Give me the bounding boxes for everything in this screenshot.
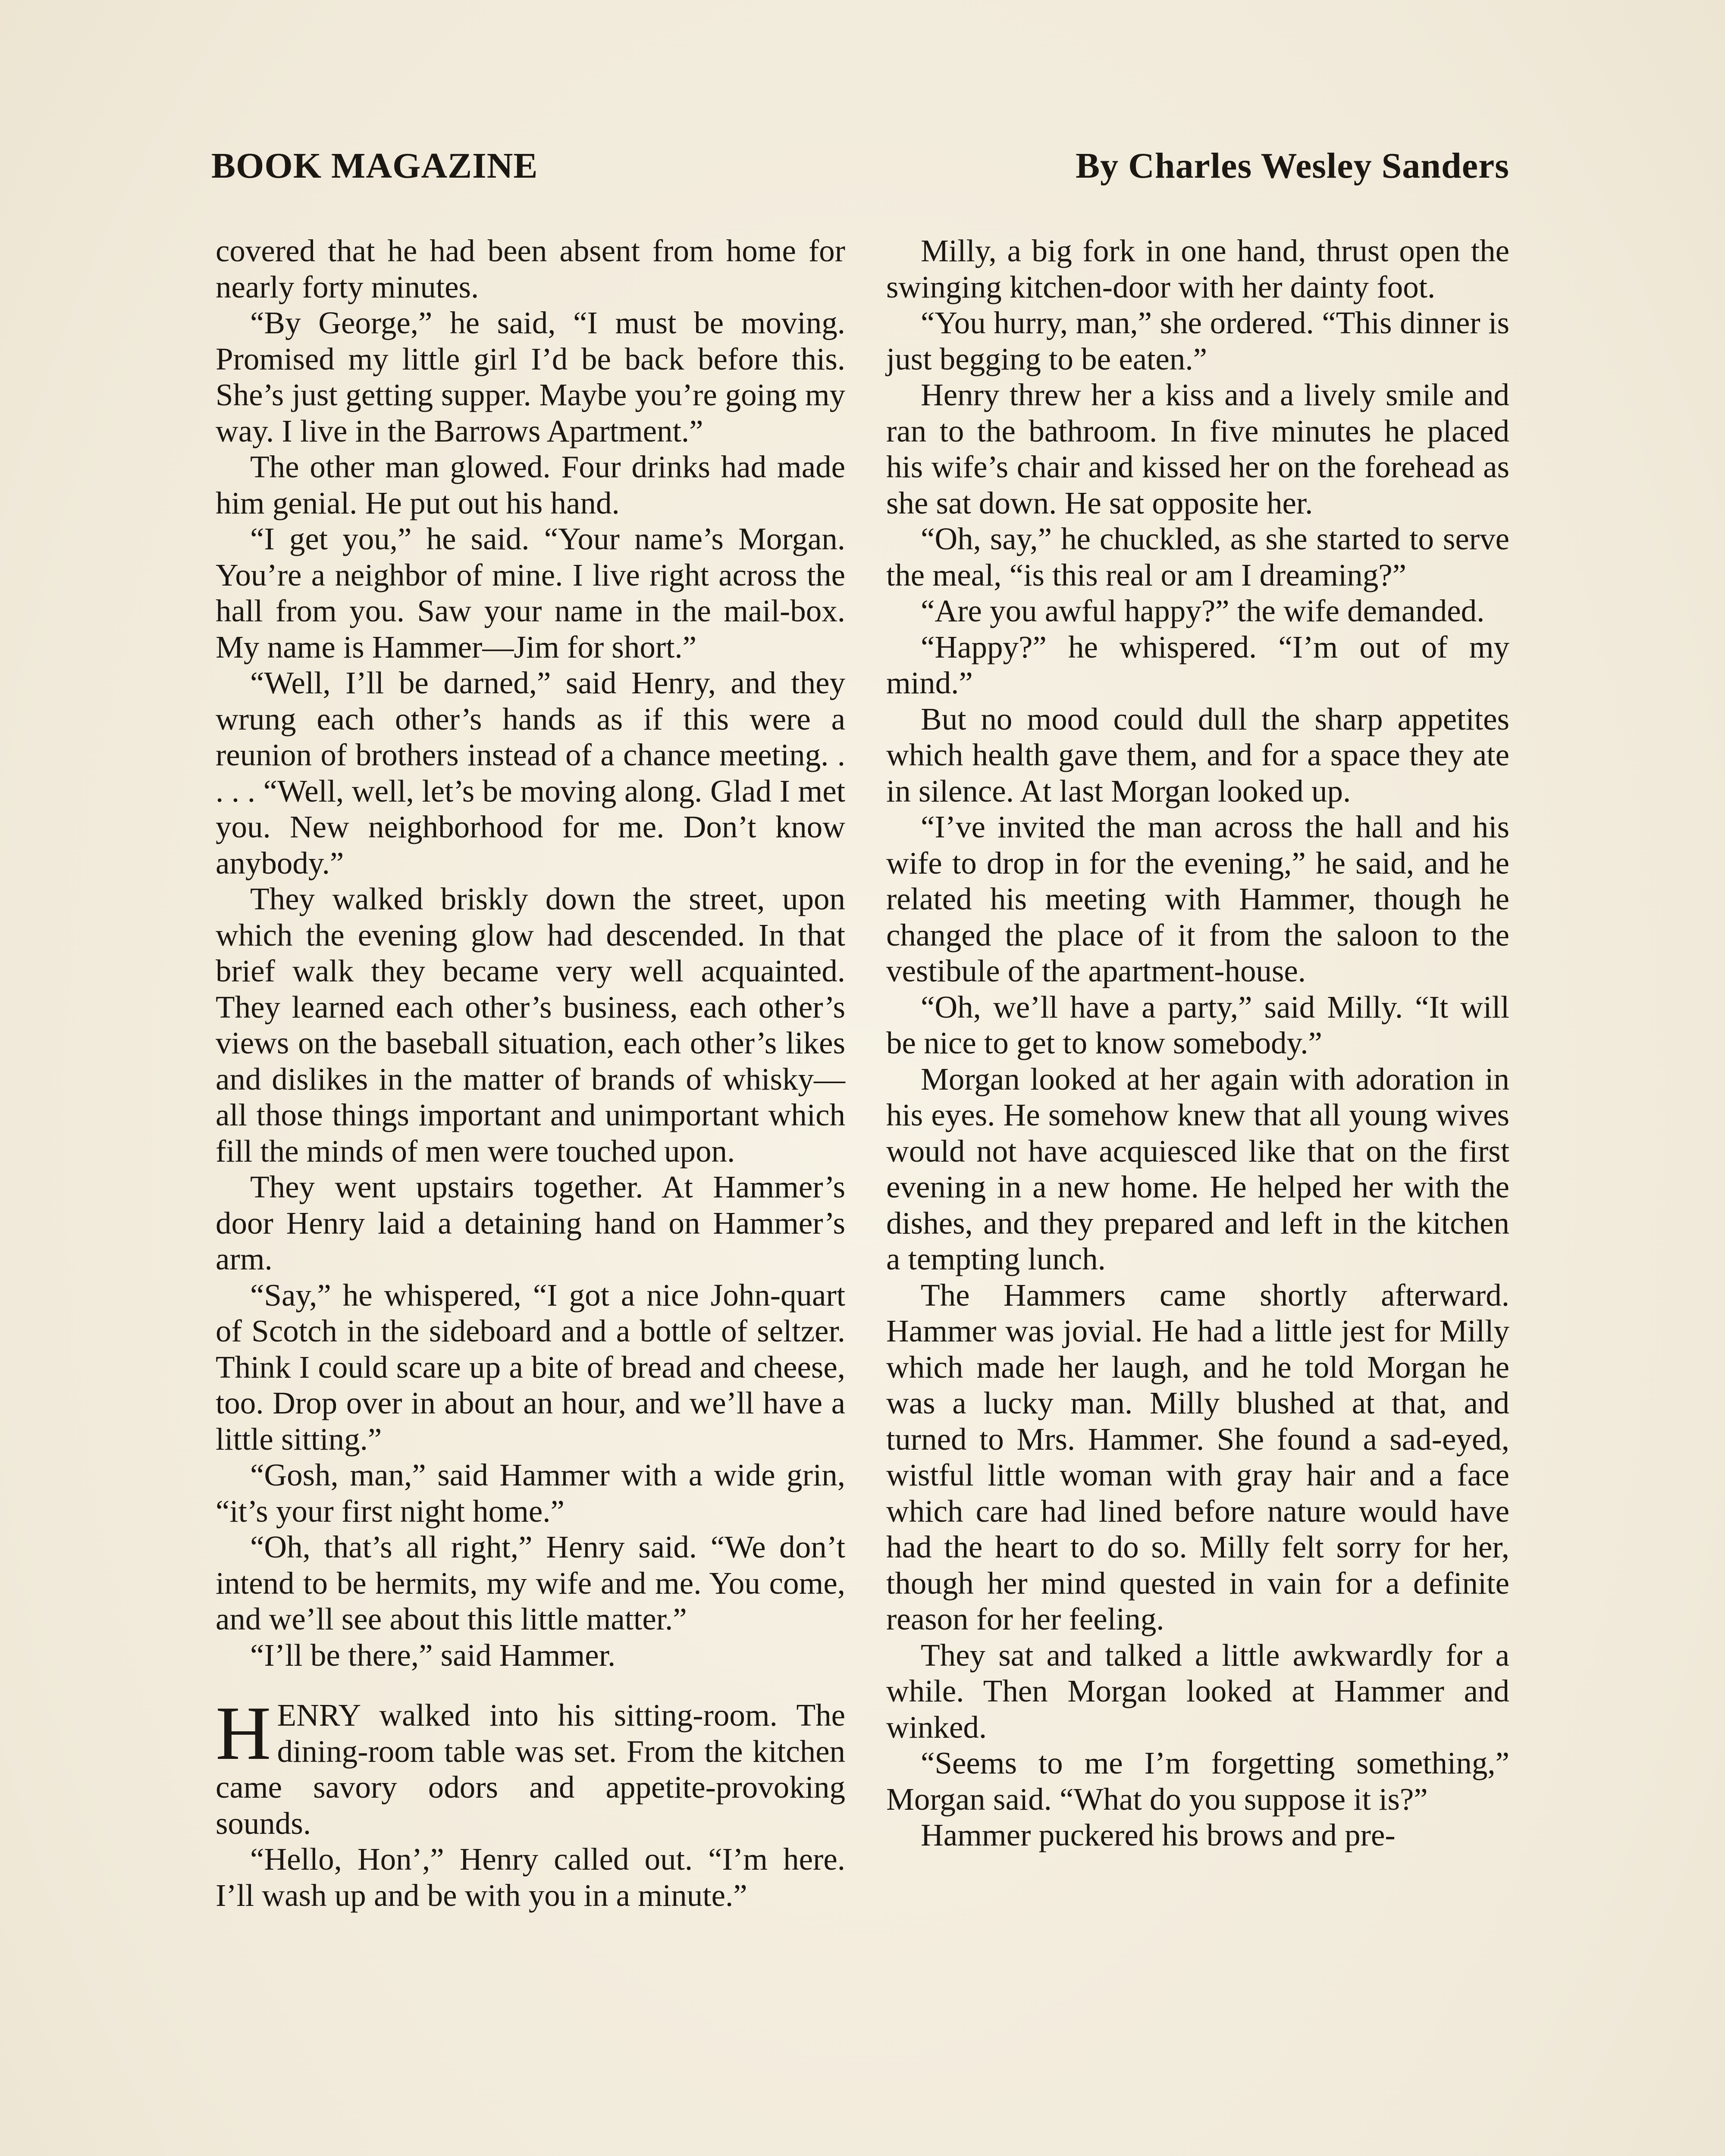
paragraph: “By George,” he said, “I must be moving. Promised my little girl I’d be back before this. She’s just getting supper. Maybe you’re going my way. I live in the Barrows Apartment.” — [216, 305, 845, 448]
paragraph: “Happy?” he whispered. “I’m out of my mind.” — [886, 629, 1509, 700]
paragraph: covered that he had been absent from home for nearly forty minutes. — [216, 233, 845, 304]
magazine-title: BOOK MAGAZINE — [211, 146, 538, 186]
paragraph: “I’ll be there,” said Hammer. — [250, 1637, 616, 1673]
left-column — [216, 233, 845, 1913]
paragraph: “You hurry, man,” she ordered. “This dinner is just begging to be eaten.” — [886, 305, 1509, 376]
paragraph: “I’ve invited the man across the hall and his wife to drop in for the evening,” he said, and he related his meeting with Hammer, though he changed the place of it from the saloon to the vestibule of the apartment-house. — [886, 809, 1509, 988]
paragraph: The other man glowed. Four drinks had made him genial. He put out his hand. — [216, 449, 845, 520]
paragraph: The Hammers came shortly afterward. Hammer was jovial. He had a little jest for Milly which made her laugh, and he told Morgan he was a lucky man. Milly blushed at that, and turned to Mrs. Hammer. She found a sad-eyed, wistful little woman with gray hair and a face which care had lined before nature would have had the heart to do so. Milly felt sorry for her, though her mind quested in vain for a definite reason for her feeling. — [886, 1277, 1509, 1636]
drop-cap: H — [216, 1690, 271, 1776]
paragraph: “Well, I’ll be darned,” said Henry, and they wrung each other’s hands as if this were a reunion of brothers instead of a chance meeting. . . . . “Well, well, let’s be moving along. Glad I met you. New neighborhood for me. Don’t know anybody.” — [216, 665, 845, 881]
section-opening-paragraph — [216, 1690, 845, 1841]
section-break — [216, 1673, 845, 1697]
running-head — [211, 145, 1509, 197]
paragraph: “Are you awful happy?” the wife demanded. — [921, 593, 1485, 628]
paragraph: Henry threw her a kiss and a lively smile and ran to the bathroom. In five minutes he placed his wife’s chair and kissed her on the forehead as she sat down. He sat opposite her. — [886, 377, 1509, 520]
paragraph: But no mood could dull the sharp appetites which health gave them, and for a space they ate in silence. At last Morgan looked up. — [886, 701, 1509, 808]
paragraph: “Seems to me I’m forgetting something,” Morgan said. “What do you suppose it is?” — [886, 1745, 1509, 1817]
paragraph: “I get you,” he said. “Your name’s Morgan. You’re a neighbor of mine. I live right across the hall from you. Saw your name in the mail-box. My name is Hammer—Jim for short.” — [216, 521, 845, 664]
paragraph: “Gosh, man,” said Hammer with a wide grin, “it’s your first night home.” — [216, 1457, 845, 1529]
author-byline: By Charles Wesley Sanders — [1076, 146, 1509, 186]
paragraph: They sat and talked a little awkwardly for a while. Then Morgan looked at Hammer and winked. — [886, 1637, 1509, 1745]
paragraph: “Hello, Hon’,” Henry called out. “I’m here. I’ll wash up and be with you in a minute.” — [216, 1842, 845, 1913]
paragraph: “Oh, that’s all right,” Henry said. “We don’t intend to be hermits, my wife and me. You come, and we’ll see about this little matter.” — [216, 1529, 845, 1636]
paragraph: They walked briskly down the street, upon which the evening glow had descended. In that brief walk they became very well acquainted. They learned each other’s business, each other’s views on the baseball situation, each other’s likes and dislikes in the matter of brands of whisky—all those things important and unimportant which fill the minds of men were touched upon. — [216, 881, 845, 1169]
paragraph: Morgan looked at her again with adoration in his eyes. He somehow knew that all young wives would not have acquiesced like that on the first evening in a new home. He helped her with the dishes, and they prepared and left in the kitchen a tempting lunch. — [886, 1061, 1509, 1276]
right-column — [886, 233, 1509, 1853]
paragraph: “Say,” he whispered, “I got a nice John-quart of Scotch in the sideboard and a bottle of seltzer. Think I could scare up a bite of bread and cheese, too. Drop over in about an hour, and we’ll have a little sitting.” — [216, 1277, 845, 1457]
paragraph: They went upstairs together. At Hammer’s door Henry laid a detaining hand on Hammer’s arm. — [216, 1169, 845, 1276]
paragraph: Milly, a big fork in one hand, thrust open the swinging kitchen-door with her dainty foot. — [886, 233, 1509, 304]
paragraph: “Oh, we’ll have a party,” said Milly. “It will be nice to get to know somebody.” — [886, 989, 1509, 1060]
paragraph-text: ENRY walked into his sitting-room. The dining-room table was set. From the kitchen came savory odors and appetite-provoking sounds. — [216, 1698, 845, 1841]
paragraph: “Oh, say,” he chuckled, as she started to serve the meal, “is this real or am I dreaming?” — [886, 521, 1509, 592]
paragraph: Hammer puckered his brows and pre- — [921, 1818, 1396, 1852]
